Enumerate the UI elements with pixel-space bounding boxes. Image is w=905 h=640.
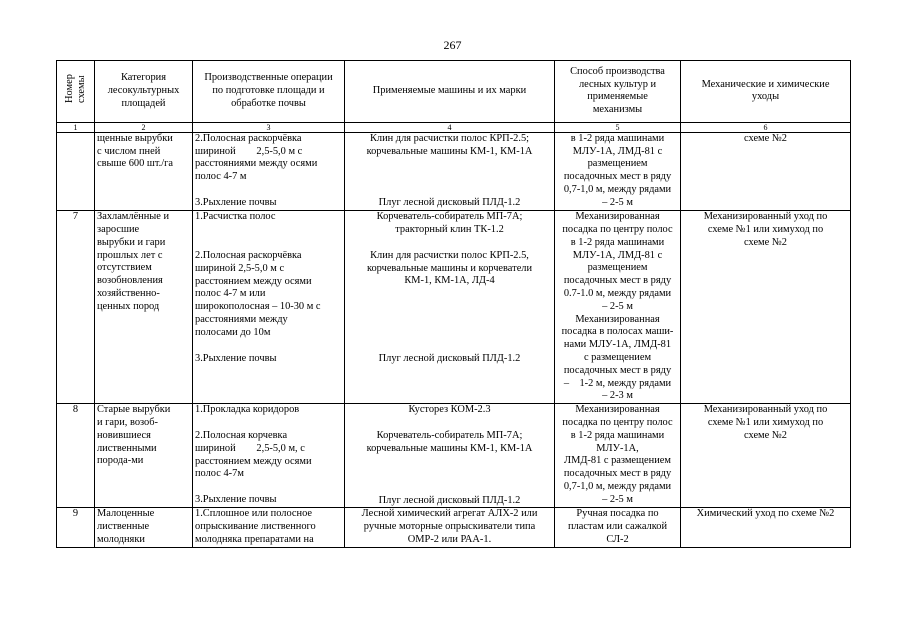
category-line: лиственные <box>97 521 150 533</box>
machine-line: ручные моторные опрыскиватели типа <box>363 521 536 533</box>
method-line: – 2-5 м <box>602 493 633 505</box>
operation-line: 1.Расчистка полос <box>195 211 276 223</box>
machine-line: Плуг лесной дисковый ПЛД-1.2 <box>378 494 521 506</box>
category-line: щенные вырубки <box>97 132 173 144</box>
care-line: схеме №2 <box>744 132 787 144</box>
operations-cell <box>193 132 345 210</box>
operations-cell <box>193 508 345 547</box>
machine-line: Корчеватель-собиратель МП-7А; <box>376 211 523 223</box>
table-row <box>57 132 851 210</box>
method-cell <box>555 211 681 404</box>
machine-line: корчевальные машины КМ-1, КМ-1А <box>366 442 533 454</box>
category-line: свыше 600 шт./га <box>97 158 174 170</box>
header-scheme-number-text: Номер схемы <box>63 74 87 104</box>
column-number: 1 <box>57 122 95 132</box>
care-line: схеме №1 или химуход по <box>707 416 824 428</box>
operation-line: 2.Полосная корчевка <box>195 429 288 441</box>
method-line: Механизированная <box>575 313 660 325</box>
header-care-line: уходы <box>751 91 780 103</box>
header-category <box>95 61 193 123</box>
category-cell <box>95 508 193 547</box>
method-line: МЛУ-1А, <box>596 442 639 454</box>
header-method-line: механизмы <box>592 104 643 116</box>
method-line: МЛУ-1А, ЛМД-81 с <box>572 145 663 157</box>
method-line: с размещением <box>583 351 652 363</box>
method-line: посадочных мест в ряду <box>563 468 672 480</box>
column-number-row <box>57 122 851 132</box>
method-line: – 2-3 м <box>602 390 633 402</box>
method-line: Механизированная <box>575 211 660 223</box>
header-category-line: площадей <box>121 97 166 109</box>
scheme-number <box>57 132 95 210</box>
table-row <box>57 508 851 547</box>
care-cell <box>681 211 851 404</box>
operations-cell <box>193 211 345 404</box>
method-line: посадка по центру полос <box>562 223 673 235</box>
operation-line: 2.Полосная раскорчёвка <box>195 249 302 261</box>
operation-line: 3.Рыхление почвы <box>195 196 277 208</box>
method-line: в 1-2 ряда машинами <box>570 236 665 248</box>
operation-line: 2.Полосная раскорчёвка <box>195 132 302 144</box>
machine-line: Плуг лесной дисковый ПЛД-1.2 <box>378 353 521 365</box>
operation-line: полос 4-7 м или <box>195 288 266 300</box>
operation-line: 1.Прокладка коридоров <box>195 404 300 416</box>
method-line: в 1-2 ряда машинами <box>570 429 665 441</box>
method-line: – 1-2 м, между рядами <box>563 377 672 389</box>
category-line: Захламлённые и <box>97 211 170 223</box>
machine-line: ОМР-2 или РАА-1. <box>407 533 492 545</box>
method-line: в 1-2 ряда машинами <box>570 132 665 144</box>
method-line: размещением <box>587 262 648 274</box>
care-line: Химический уход по схеме №2 <box>696 508 835 520</box>
header-machines-text: Применяемые машины и их марки <box>372 85 527 96</box>
category-line: молодняки <box>97 533 145 545</box>
method-line: Ручная посадка по <box>576 508 659 520</box>
forestry-table <box>56 60 851 548</box>
care-line: Механизированный уход по <box>703 211 828 223</box>
header-row <box>57 61 851 123</box>
machines-cell <box>345 508 555 547</box>
machine-line: КМ-1, КМ-1А, ЛД-4 <box>404 275 495 287</box>
column-number: 4 <box>345 122 555 132</box>
operation-line: 3.Рыхление почвы <box>195 352 277 364</box>
column-number: 6 <box>681 122 851 132</box>
operation-line: шириной 2,5-5,0 м с <box>195 262 285 274</box>
category-cell <box>95 132 193 210</box>
care-cell <box>681 508 851 547</box>
page-number: 267 <box>443 38 462 52</box>
category-line: лиственными <box>97 442 157 454</box>
header-operations-line: Производственные операции <box>204 72 333 84</box>
machine-line: Лесной химический агрегат АЛХ-2 или <box>361 508 538 520</box>
header-scheme-number <box>57 61 95 123</box>
header-method-line: Способ производства <box>570 65 665 77</box>
category-cell <box>95 211 193 404</box>
column-number: 2 <box>95 122 193 132</box>
scheme-number: 9 <box>57 508 95 547</box>
method-cell <box>555 132 681 210</box>
method-line: посадка по центру полос <box>562 416 673 428</box>
category-line: с числом пней <box>97 145 161 157</box>
method-line: посадочных мест в ряду <box>563 171 672 183</box>
operation-line: шириной 2,5-5,0 м, с <box>195 442 305 454</box>
category-line: заросшие <box>97 223 140 235</box>
operation-line: полосами до 10м <box>195 326 271 338</box>
category-line: Малоценные <box>97 508 155 520</box>
operations-cell <box>193 404 345 508</box>
method-line: Механизированная <box>575 404 660 416</box>
category-line: хозяйственно- <box>97 287 160 299</box>
table-row <box>57 404 851 508</box>
operation-line: расстояниями между осями <box>195 158 318 170</box>
category-line: порода-ми <box>97 455 144 467</box>
care-line: схеме №2 <box>744 236 787 248</box>
scheme-number: 7 <box>57 211 95 404</box>
operation-line: полос 4-7м <box>195 468 244 480</box>
method-line: 0,7-1,0 м, между рядами <box>563 480 672 492</box>
machines-cell <box>345 211 555 404</box>
method-line: посадочных мест в ряду <box>563 364 672 376</box>
category-line: отсутствием <box>97 262 152 274</box>
header-method-line: лесных культур и <box>578 78 657 90</box>
operation-line: расстоянием между осями <box>195 455 312 467</box>
method-line: ЛМД-81 с размещением <box>564 455 671 467</box>
operation-line: шириной 2,5-5,0 м с <box>195 145 303 157</box>
machines-cell <box>345 132 555 210</box>
category-line: вырубки и гари <box>97 236 166 248</box>
method-line: МЛУ-1А, ЛМД-81 с <box>572 249 663 261</box>
machine-line: корчевальные машины КМ-1, КМ-1А <box>366 145 533 157</box>
machine-line: Клин для расчистки полос КРП-2.5; <box>369 132 530 144</box>
header-method-line: применяемые <box>587 91 648 103</box>
machine-line: Корчеватель-собиратель МП-7А; <box>376 429 523 441</box>
method-line: посадочных мест в ряду <box>563 275 672 287</box>
care-line: схеме №1 или химуход по <box>707 223 824 235</box>
header-category-line: лесокультурных <box>107 85 180 96</box>
method-line: – 2-5 м <box>602 196 633 208</box>
operation-line: молодняка препаратами на <box>195 533 314 545</box>
header-machines <box>345 61 555 123</box>
method-line: 0,7-1,0 м, между рядами <box>563 183 672 195</box>
method-cell <box>555 508 681 547</box>
machine-line: Плуг лесной дисковый ПЛД-1.2 <box>378 197 521 209</box>
category-line: Старые вырубки <box>97 404 171 416</box>
header-operations-line: по подготовке площади и <box>212 85 325 96</box>
operation-line: опрыскивание лиственного <box>195 521 316 533</box>
header-care <box>681 61 851 123</box>
care-cell <box>681 404 851 508</box>
operation-line: 1.Сплошное или полосное <box>195 508 313 520</box>
operation-line: широкополосная – 10-30 м с <box>195 301 321 313</box>
category-line: прошлых лет с <box>97 249 163 261</box>
category-cell <box>95 404 193 508</box>
header-care-line: Механические и химические <box>701 78 830 90</box>
method-line: пластам или сажалкой <box>567 521 668 533</box>
category-line: возобновления <box>97 275 163 287</box>
method-line: – 2-5 м <box>602 300 633 312</box>
machine-line: корчевальные машины и корчеватели <box>366 262 533 274</box>
header-category-line: Категория <box>120 72 167 84</box>
category-line: новившиеся <box>97 429 151 441</box>
scheme-number: 8 <box>57 404 95 508</box>
table-row <box>57 211 851 404</box>
machine-line: тракторный клин ТК-1.2 <box>395 223 504 235</box>
care-cell <box>681 132 851 210</box>
method-line: СЛ-2 <box>606 533 629 545</box>
method-line: нами МЛУ-1А, ЛМД-81 <box>563 339 672 351</box>
method-line: посадка в полосах маши- <box>561 326 674 338</box>
method-line: 0.7-1.0 м, между рядами <box>563 287 672 299</box>
operation-line: полос 4-7 м <box>195 171 247 183</box>
category-line: ценных пород <box>97 300 160 312</box>
care-line: Механизированный уход по <box>703 404 828 416</box>
header-operations <box>193 61 345 123</box>
header-operations-line: обработке почвы <box>231 97 306 109</box>
machine-line: Кусторез КОМ-2.3 <box>408 404 491 416</box>
method-cell <box>555 404 681 508</box>
machine-line: Клин для расчистки полос КРП-2.5, <box>370 249 529 261</box>
care-line: схеме №2 <box>744 429 787 441</box>
operation-line: 3.Рыхление почвы <box>195 494 277 506</box>
machines-cell <box>345 404 555 508</box>
column-number: 5 <box>555 122 681 132</box>
operation-line: расстояниями между <box>195 313 288 325</box>
header-method <box>555 61 681 123</box>
operation-line: расстоянием между осями <box>195 275 312 287</box>
column-number: 3 <box>193 122 345 132</box>
method-line: размещением <box>587 158 648 170</box>
category-line: и гари, возоб- <box>97 416 158 428</box>
